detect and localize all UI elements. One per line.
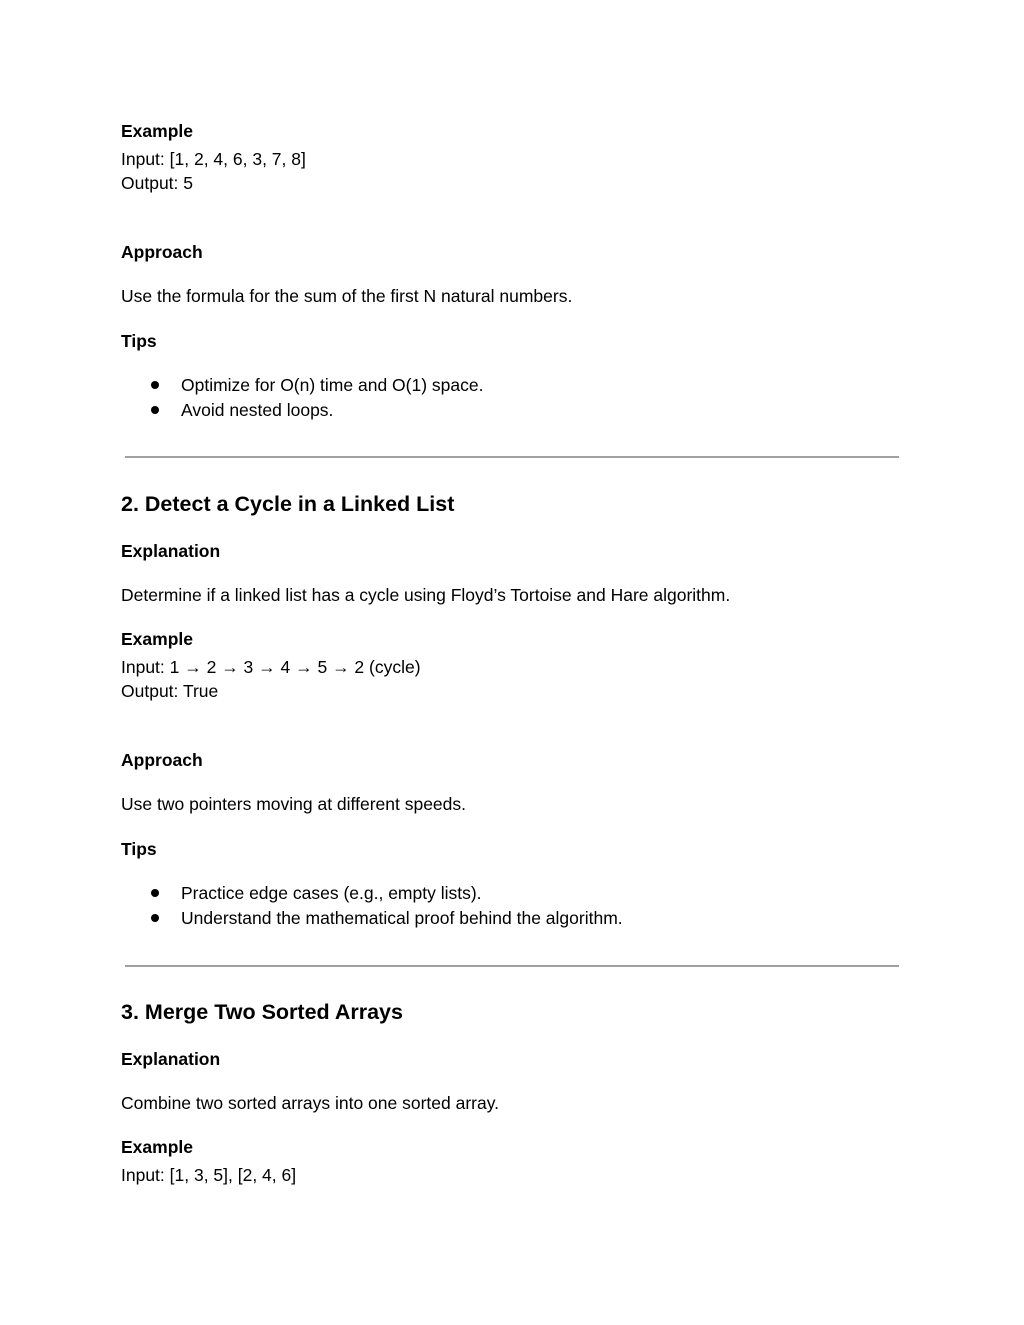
tip-item: Optimize for O(n) time and O(1) space. (181, 375, 484, 395)
example-input: Input: [1, 2, 4, 6, 3, 7, 8] (121, 149, 306, 169)
tip-item: Avoid nested loops. (181, 400, 334, 420)
example-input: Input: [1, 3, 5], [2, 4, 6] (121, 1165, 297, 1185)
approach-heading: Approach (121, 242, 203, 262)
explanation-text: Determine if a linked list has a cycle using Floyd’s Tortoise and Hare algorithm. (121, 585, 731, 605)
example-output: Output: 5 (121, 173, 193, 193)
approach-text: Use the formula for the sum of the first N natural numbers. (121, 286, 573, 306)
tip-item: Understand the mathematical proof behind the algorithm. (181, 908, 623, 928)
approach-text: Use two pointers moving at different speeds. (121, 794, 467, 814)
bullet-icon (151, 406, 159, 414)
bullet-icon (151, 889, 159, 897)
section-title: 2. Detect a Cycle in a Linked List (121, 492, 455, 516)
section-title: 3. Merge Two Sorted Arrays (121, 1000, 403, 1024)
example-output: Output: True (121, 681, 219, 701)
tips-heading: Tips (121, 839, 157, 859)
bullet-icon (151, 914, 159, 922)
explanation-heading: Explanation (121, 1049, 221, 1069)
divider (125, 965, 899, 967)
bullet-icon (151, 381, 159, 389)
tips-heading: Tips (121, 331, 157, 351)
explanation-text: Combine two sorted arrays into one sorted array. (121, 1093, 500, 1113)
approach-heading: Approach (121, 750, 203, 770)
divider (125, 456, 899, 458)
explanation-heading: Explanation (121, 541, 221, 561)
tip-item: Practice edge cases (e.g., empty lists). (181, 883, 482, 903)
example-heading: Example (121, 1137, 193, 1157)
example-heading: Example (121, 629, 193, 649)
example-input: Input: 1 → 2 → 3 → 4 → 5 → 2 (cycle) (121, 657, 421, 677)
example-heading: Example (121, 121, 193, 141)
